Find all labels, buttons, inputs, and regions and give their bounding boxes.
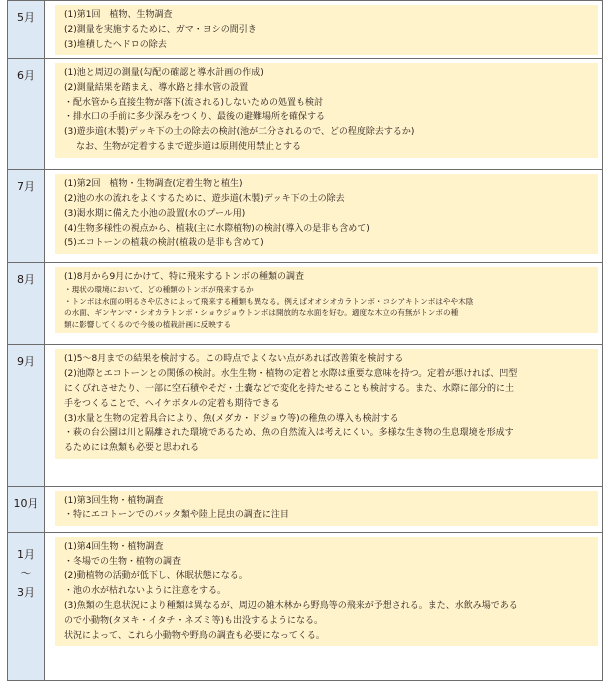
schedule-row-june (8, 59, 603, 170)
month-cell (8, 263, 45, 345)
content-line: ・特にエコトーンでのバッタ類や陸上昆虫の調査に注目 (64, 510, 289, 521)
content-line: (4)生物多様性の視点から、植栽(主に水際植物)の検討(導入の是非も含めて) (64, 223, 370, 234)
content-line: ・萩の台公園は川と隔離された環境であるため、魚の自然流入は考えにくい。多様な生き物の生息環境を形成す (64, 428, 514, 439)
content-line: ・冬場での生物・植物の調査 (64, 556, 182, 567)
content-box (55, 267, 598, 333)
content-line: (3)堆積したヘドロの除去 (64, 39, 167, 50)
content-line: (5)エコトーンの植栽の検討(植栽の是非も含めて) (64, 238, 264, 249)
content-line: 状況によって、これら小動物や野鳥の調査も必要になってくる。 (64, 630, 325, 641)
content-line: の水面、ギンヤンマ・シオカラトンボ・ショウジョウトンボは開放的な水面を好む。適度な木立の有無がトンボの種 (64, 308, 459, 318)
content-line: (1)第4回生物・植物調査 (64, 541, 164, 552)
content-box (55, 63, 598, 158)
content-line: るためには魚類も必要と思われる (64, 443, 200, 454)
month-label: 5月 (17, 11, 35, 24)
month-range-start: 1月 (17, 547, 35, 561)
schedule-row-august (8, 263, 603, 345)
month-cell (8, 59, 45, 170)
month-cell (8, 532, 45, 680)
month-cell (8, 345, 45, 486)
content-line: (1)池と周辺の測量(勾配の確認と導水計画の作成) (64, 68, 264, 79)
schedule-row-january-march (8, 532, 603, 680)
month-label: 7月 (17, 180, 35, 194)
content-line: (1)8月から9月にかけて、特に飛来するトンボの種類の調査 (64, 272, 305, 283)
content-box (55, 174, 598, 254)
content-line: にくびれさせたり、一部に空石積やそだ・土嚢などで変化を持たせることも検討する。また、水際に部分的に土 (64, 384, 515, 395)
content-cell (45, 532, 603, 680)
content-line: ・現状の環境において、どの種類のトンボが飛来するか (64, 285, 254, 295)
content-cell (45, 1, 603, 59)
content-line: (2)池の水の流れをよくするために、遊歩道(木製)デッキ下の土の除去 (64, 194, 345, 205)
schedule-row-september (8, 345, 603, 486)
content-line: (3)水量と生物の定着具合により、魚(メダカ・ドジョウ等)の稚魚の導入も検討する (64, 413, 399, 424)
content-cell (45, 170, 603, 263)
content-line: (1)第2回 植物・生物調査(定着生物と植生) (64, 179, 243, 190)
month-label: 8月 (17, 273, 35, 287)
schedule-row-may (8, 1, 603, 59)
schedule-row-october (8, 486, 603, 532)
content-line: ・池の水が枯れないように注意をする。 (64, 586, 227, 597)
schedule-table (7, 0, 603, 681)
month-label: 9月 (17, 355, 35, 369)
month-cell (8, 170, 45, 263)
content-box (55, 537, 598, 647)
content-line: (3)魚類の生息状況により種類は異なるが、周辺の雑木林から野鳥等の飛来が予想される。また、水飲み場である (64, 600, 518, 611)
month-label: 6月 (17, 69, 35, 83)
content-cell (45, 59, 603, 170)
content-box (55, 491, 598, 527)
content-line: ので小動物(タヌキ・イタチ・ネズミ等)も出没するようになる。 (64, 615, 324, 626)
content-cell (45, 263, 603, 345)
schedule-row-july (8, 170, 603, 263)
content-line: ・配水管から直接生物が落下(流される)しないための処置も検討 (64, 97, 324, 108)
month-cell (8, 486, 45, 532)
content-line: 類に影響してくるので今後の植栽計画に反映する (64, 319, 232, 329)
month-range-tilde: ～ (20, 566, 32, 580)
content-line: (1)第1回 植物、生物調査 (64, 10, 173, 20)
content-line: (2)動植物の活動が低下し、休眠状態になる。 (64, 571, 248, 582)
content-line: (2)池際とエコトーンとの関係の検討。水生生物・植物の定着と水際は重要な意味を持つ。定着が悪ければ、凹型 (64, 369, 518, 380)
content-line: ・トンボは水面の明るさや広さによって飛来する種類も異なる。例えばオオシオカラトンボ・コシアキトンボはやや木陰 (64, 296, 474, 306)
content-line: (3)渇水期に備えた小池の設置(水のプール用) (64, 208, 246, 219)
content-line: ・排水口の手前に多少深みをつくり、最後の避難場所を確保する (64, 112, 326, 123)
content-line: (2)測量結果を踏まえ、導水路と排水管の設置 (64, 82, 249, 93)
content-line: なお、生物が定着するまで遊歩道は原則使用禁止とする (76, 142, 302, 153)
content-line: (2)測量を実施するために、ガマ・ヨシの間引き (64, 24, 257, 35)
content-cell (45, 486, 603, 532)
month-range-end: 3月 (17, 585, 35, 599)
month-range-label (8, 533, 44, 602)
content-line: (3)遊歩道(木製)デッキ下の土の除去の検討(池が二分されるので、どの程度除去するか) (64, 127, 415, 138)
content-box (55, 5, 598, 55)
content-line: (1)第3回生物・植物調査 (64, 495, 164, 506)
month-label: 10月 (13, 496, 39, 510)
content-cell (45, 345, 603, 486)
month-cell (8, 1, 45, 59)
content-line: (1)5～8月までの結果を検討する。この時点でよくない点があれば改善策を検討する (64, 354, 404, 365)
content-line: 手をつくることで、ヘイケボタルの定着も期待できる (64, 398, 280, 409)
content-box (55, 349, 598, 459)
